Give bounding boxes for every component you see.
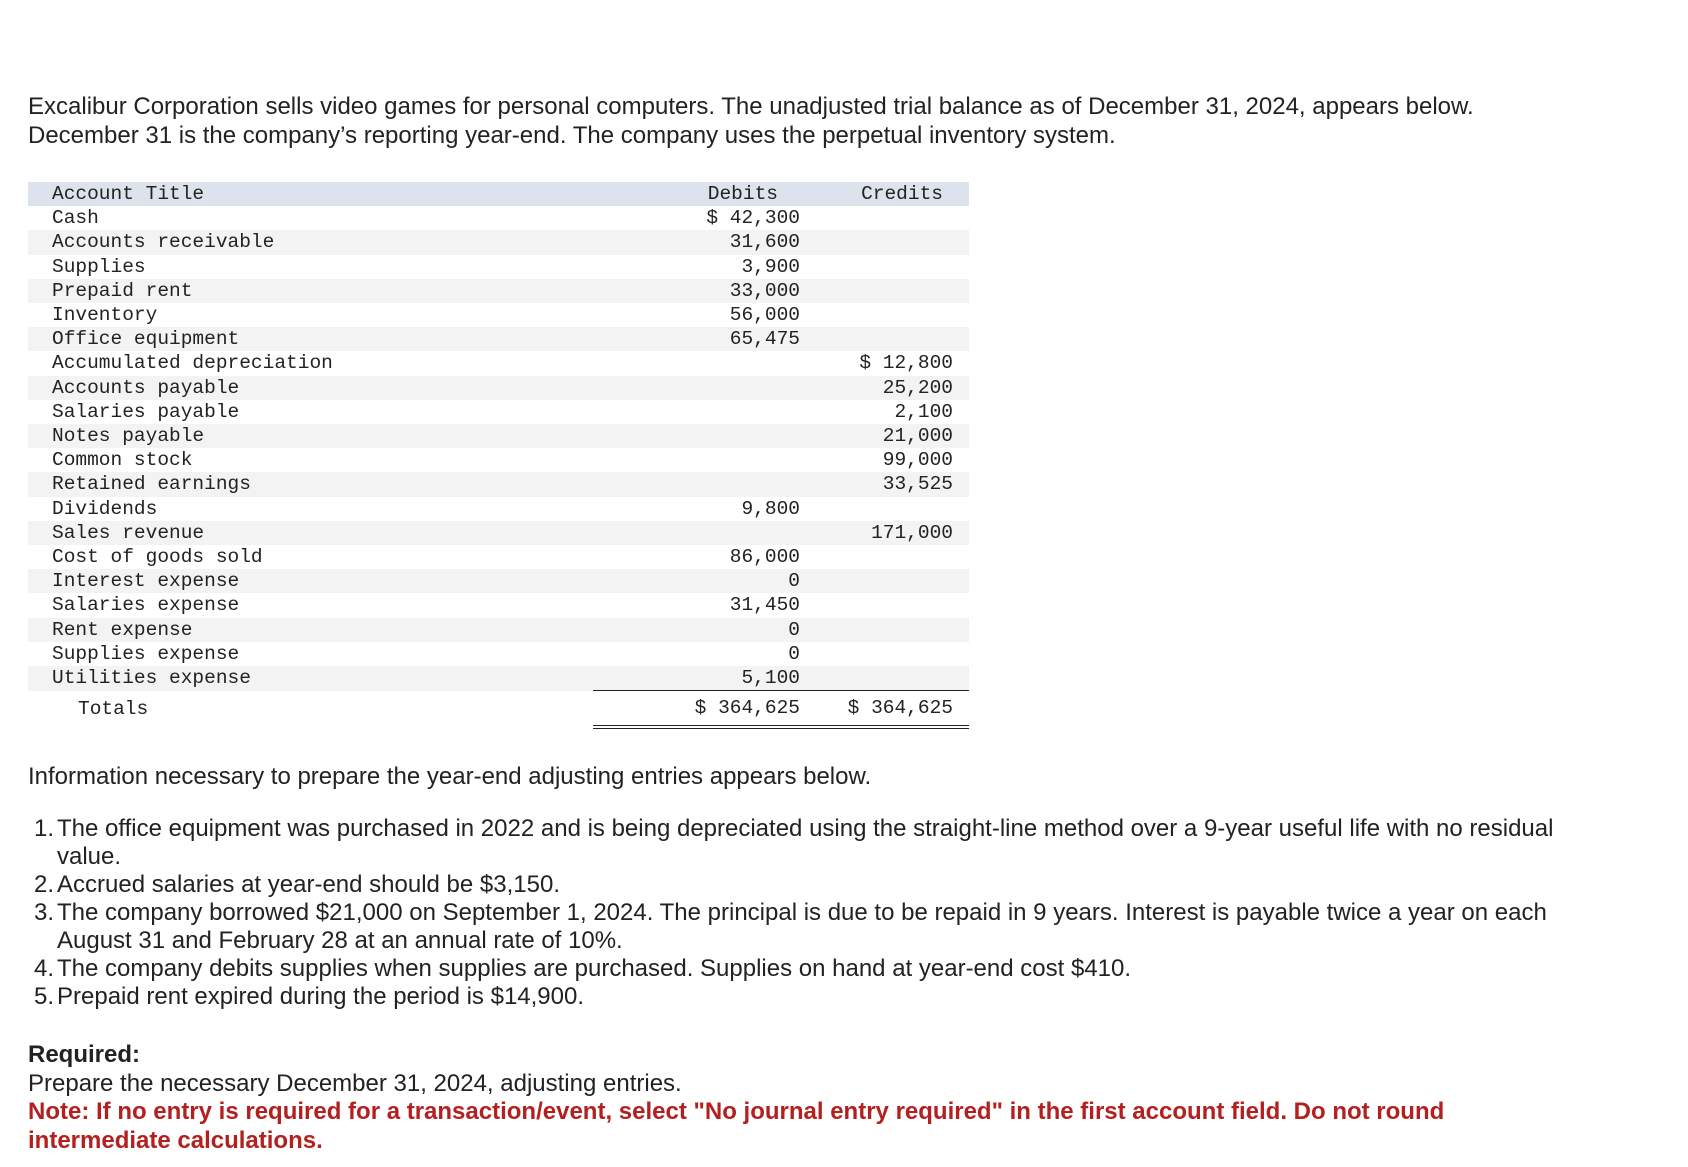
account-cell: Supplies (52, 255, 146, 278)
adjustment-info-list (28, 815, 1608, 1011)
table-row (28, 448, 969, 472)
credit-cell: $ 12,800 (859, 352, 953, 375)
debit-cell: 3,900 (741, 255, 800, 278)
list-item (28, 899, 1608, 955)
list-item-number: 3. (34, 899, 55, 926)
credit-cell: 25,200 (882, 376, 953, 399)
credit-cell (828, 230, 969, 254)
credit-cell (828, 327, 969, 351)
debit-cell: 0 (788, 642, 800, 665)
credit-cell (828, 206, 969, 230)
debit-cell: 31,600 (729, 231, 800, 254)
list-item-text: The company debits supplies when supplies are purchased. Supplies on hand at year-end cost $410. (57, 955, 1132, 982)
account-cell: Office equipment (52, 328, 240, 351)
gap-cell (800, 376, 828, 400)
debit-cell (593, 400, 800, 424)
credit-cell: 2,100 (894, 400, 953, 423)
credit-cell: 33,525 (882, 473, 953, 496)
debit-cell: 56,000 (729, 304, 800, 327)
gap-cell (800, 545, 828, 569)
table-row (28, 472, 969, 496)
list-item-text: Accrued salaries at year-end should be $3,150. (57, 871, 560, 898)
debit-cell (593, 472, 800, 496)
trial-balance-table (28, 182, 969, 729)
table-row (28, 666, 969, 691)
table-row (28, 642, 969, 666)
account-cell: Cash (52, 207, 99, 230)
trial-balance-body (28, 206, 969, 691)
list-item (28, 815, 1608, 871)
gap-cell (800, 424, 828, 448)
list-item-number: 4. (34, 955, 55, 982)
table-header-row (28, 182, 969, 206)
gap-cell (800, 230, 828, 254)
table-row (28, 376, 969, 400)
account-cell: Sales revenue (52, 521, 205, 544)
debit-cell (593, 424, 800, 448)
table-row (28, 424, 969, 448)
debit-cell: 65,475 (729, 328, 800, 351)
list-item-text: The office equipment was purchased in 2022 and is being depreciated using the straight-line method over a 9-year useful life with no residual value. (57, 815, 1554, 870)
account-cell: Notes payable (52, 425, 205, 448)
table-row (28, 497, 969, 521)
account-cell: Prepaid rent (52, 279, 193, 302)
list-item-number: 5. (34, 983, 55, 1010)
credit-cell: 171,000 (871, 521, 953, 544)
totals-row (28, 691, 969, 728)
table-row (28, 351, 969, 375)
gap-cell (800, 255, 828, 279)
totals-credit: $ 364,625 (828, 691, 969, 728)
table-row (28, 593, 969, 617)
list-item (28, 983, 1608, 1011)
account-cell: Retained earnings (52, 473, 251, 496)
info-heading: Information necessary to prepare the year-end adjusting entries appears below. (28, 763, 872, 790)
debit-cell: 9,800 (741, 497, 800, 520)
debit-cell (593, 351, 800, 375)
table-row (28, 279, 969, 303)
gap-cell (800, 279, 828, 303)
problem-intro: Excalibur Corporation sells video games for personal computers. The unadjusted trial balance as of December 31, 2024, appears below. December 31 is the company’s reporting year-end. The company uses the perpetual inventory system. (28, 93, 1474, 149)
table-row (28, 400, 969, 424)
required-heading: Required: (28, 1041, 141, 1068)
table-row (28, 327, 969, 351)
account-cell: Supplies expense (52, 642, 240, 665)
debit-cell (593, 376, 800, 400)
gap-cell (800, 521, 828, 545)
credit-cell (828, 255, 969, 279)
table-row (28, 618, 969, 642)
table-row (28, 255, 969, 279)
credit-cell (828, 642, 969, 666)
required-text: Prepare the necessary December 31, 2024, adjusting entries. (28, 1070, 682, 1097)
debit-cell: 33,000 (729, 279, 800, 302)
debit-cell: 86,000 (729, 546, 800, 569)
table-row (28, 303, 969, 327)
account-cell: Dividends (52, 497, 158, 520)
account-cell: Utilities expense (52, 667, 251, 690)
credit-cell (828, 569, 969, 593)
credit-cell (828, 666, 969, 691)
debit-cell: 0 (788, 570, 800, 593)
gap-cell (800, 400, 828, 424)
credit-cell (828, 303, 969, 327)
gap-cell (800, 448, 828, 472)
totals-label: Totals (28, 691, 593, 728)
table-row (28, 230, 969, 254)
list-item (28, 871, 1608, 899)
gap-cell (800, 327, 828, 351)
table-row (28, 206, 969, 230)
header-credits: Credits (861, 183, 943, 205)
gap-cell (800, 303, 828, 327)
credit-cell (828, 545, 969, 569)
gap-cell (800, 593, 828, 617)
credit-cell: 99,000 (882, 449, 953, 472)
header-account-title: Account Title (52, 183, 205, 205)
credit-cell (828, 618, 969, 642)
gap-cell (800, 642, 828, 666)
gap-cell (800, 472, 828, 496)
account-cell: Salaries payable (52, 400, 240, 423)
gap-cell (800, 569, 828, 593)
credit-cell (828, 279, 969, 303)
credit-cell: 21,000 (882, 425, 953, 448)
header-debits: Debits (707, 183, 778, 205)
account-cell: Common stock (52, 449, 193, 472)
debit-cell: 31,450 (729, 594, 800, 617)
list-item-number: 2. (34, 871, 55, 898)
list-item-text: Prepaid rent expired during the period is $14,900. (57, 983, 585, 1010)
account-cell: Accumulated depreciation (52, 352, 333, 375)
debit-cell: $ 42,300 (706, 207, 800, 230)
list-item-number: 1. (34, 815, 55, 842)
totals-debit: $ 364,625 (593, 691, 800, 728)
table-row (28, 521, 969, 545)
account-cell: Accounts payable (52, 376, 240, 399)
gap-cell (800, 666, 828, 691)
list-item-text: The company borrowed $21,000 on September 1, 2024. The principal is due to be repaid in 9 years. Interest is payable twice a year on each August 31 and February 28 at an annual rate of 10%. (57, 899, 1547, 954)
account-cell: Salaries expense (52, 594, 240, 617)
account-cell: Inventory (52, 304, 158, 327)
table-row (28, 545, 969, 569)
gap-cell (800, 206, 828, 230)
account-cell: Interest expense (52, 570, 240, 593)
debit-cell (593, 521, 800, 545)
gap-cell (800, 351, 828, 375)
gap-cell (800, 497, 828, 521)
gap-cell (800, 618, 828, 642)
list-item (28, 955, 1608, 983)
account-cell: Rent expense (52, 618, 193, 641)
credit-cell (828, 593, 969, 617)
credit-cell (828, 497, 969, 521)
debit-cell (593, 448, 800, 472)
account-cell: Cost of goods sold (52, 546, 263, 569)
account-cell: Accounts receivable (52, 231, 275, 254)
debit-cell: 5,100 (593, 666, 800, 691)
table-row (28, 569, 969, 593)
required-note: Note: If no entry is required for a transaction/event, select "No journal entry required" in the first account field. Do not round intermediate calculations. (28, 1098, 1445, 1154)
debit-cell: 0 (788, 618, 800, 641)
